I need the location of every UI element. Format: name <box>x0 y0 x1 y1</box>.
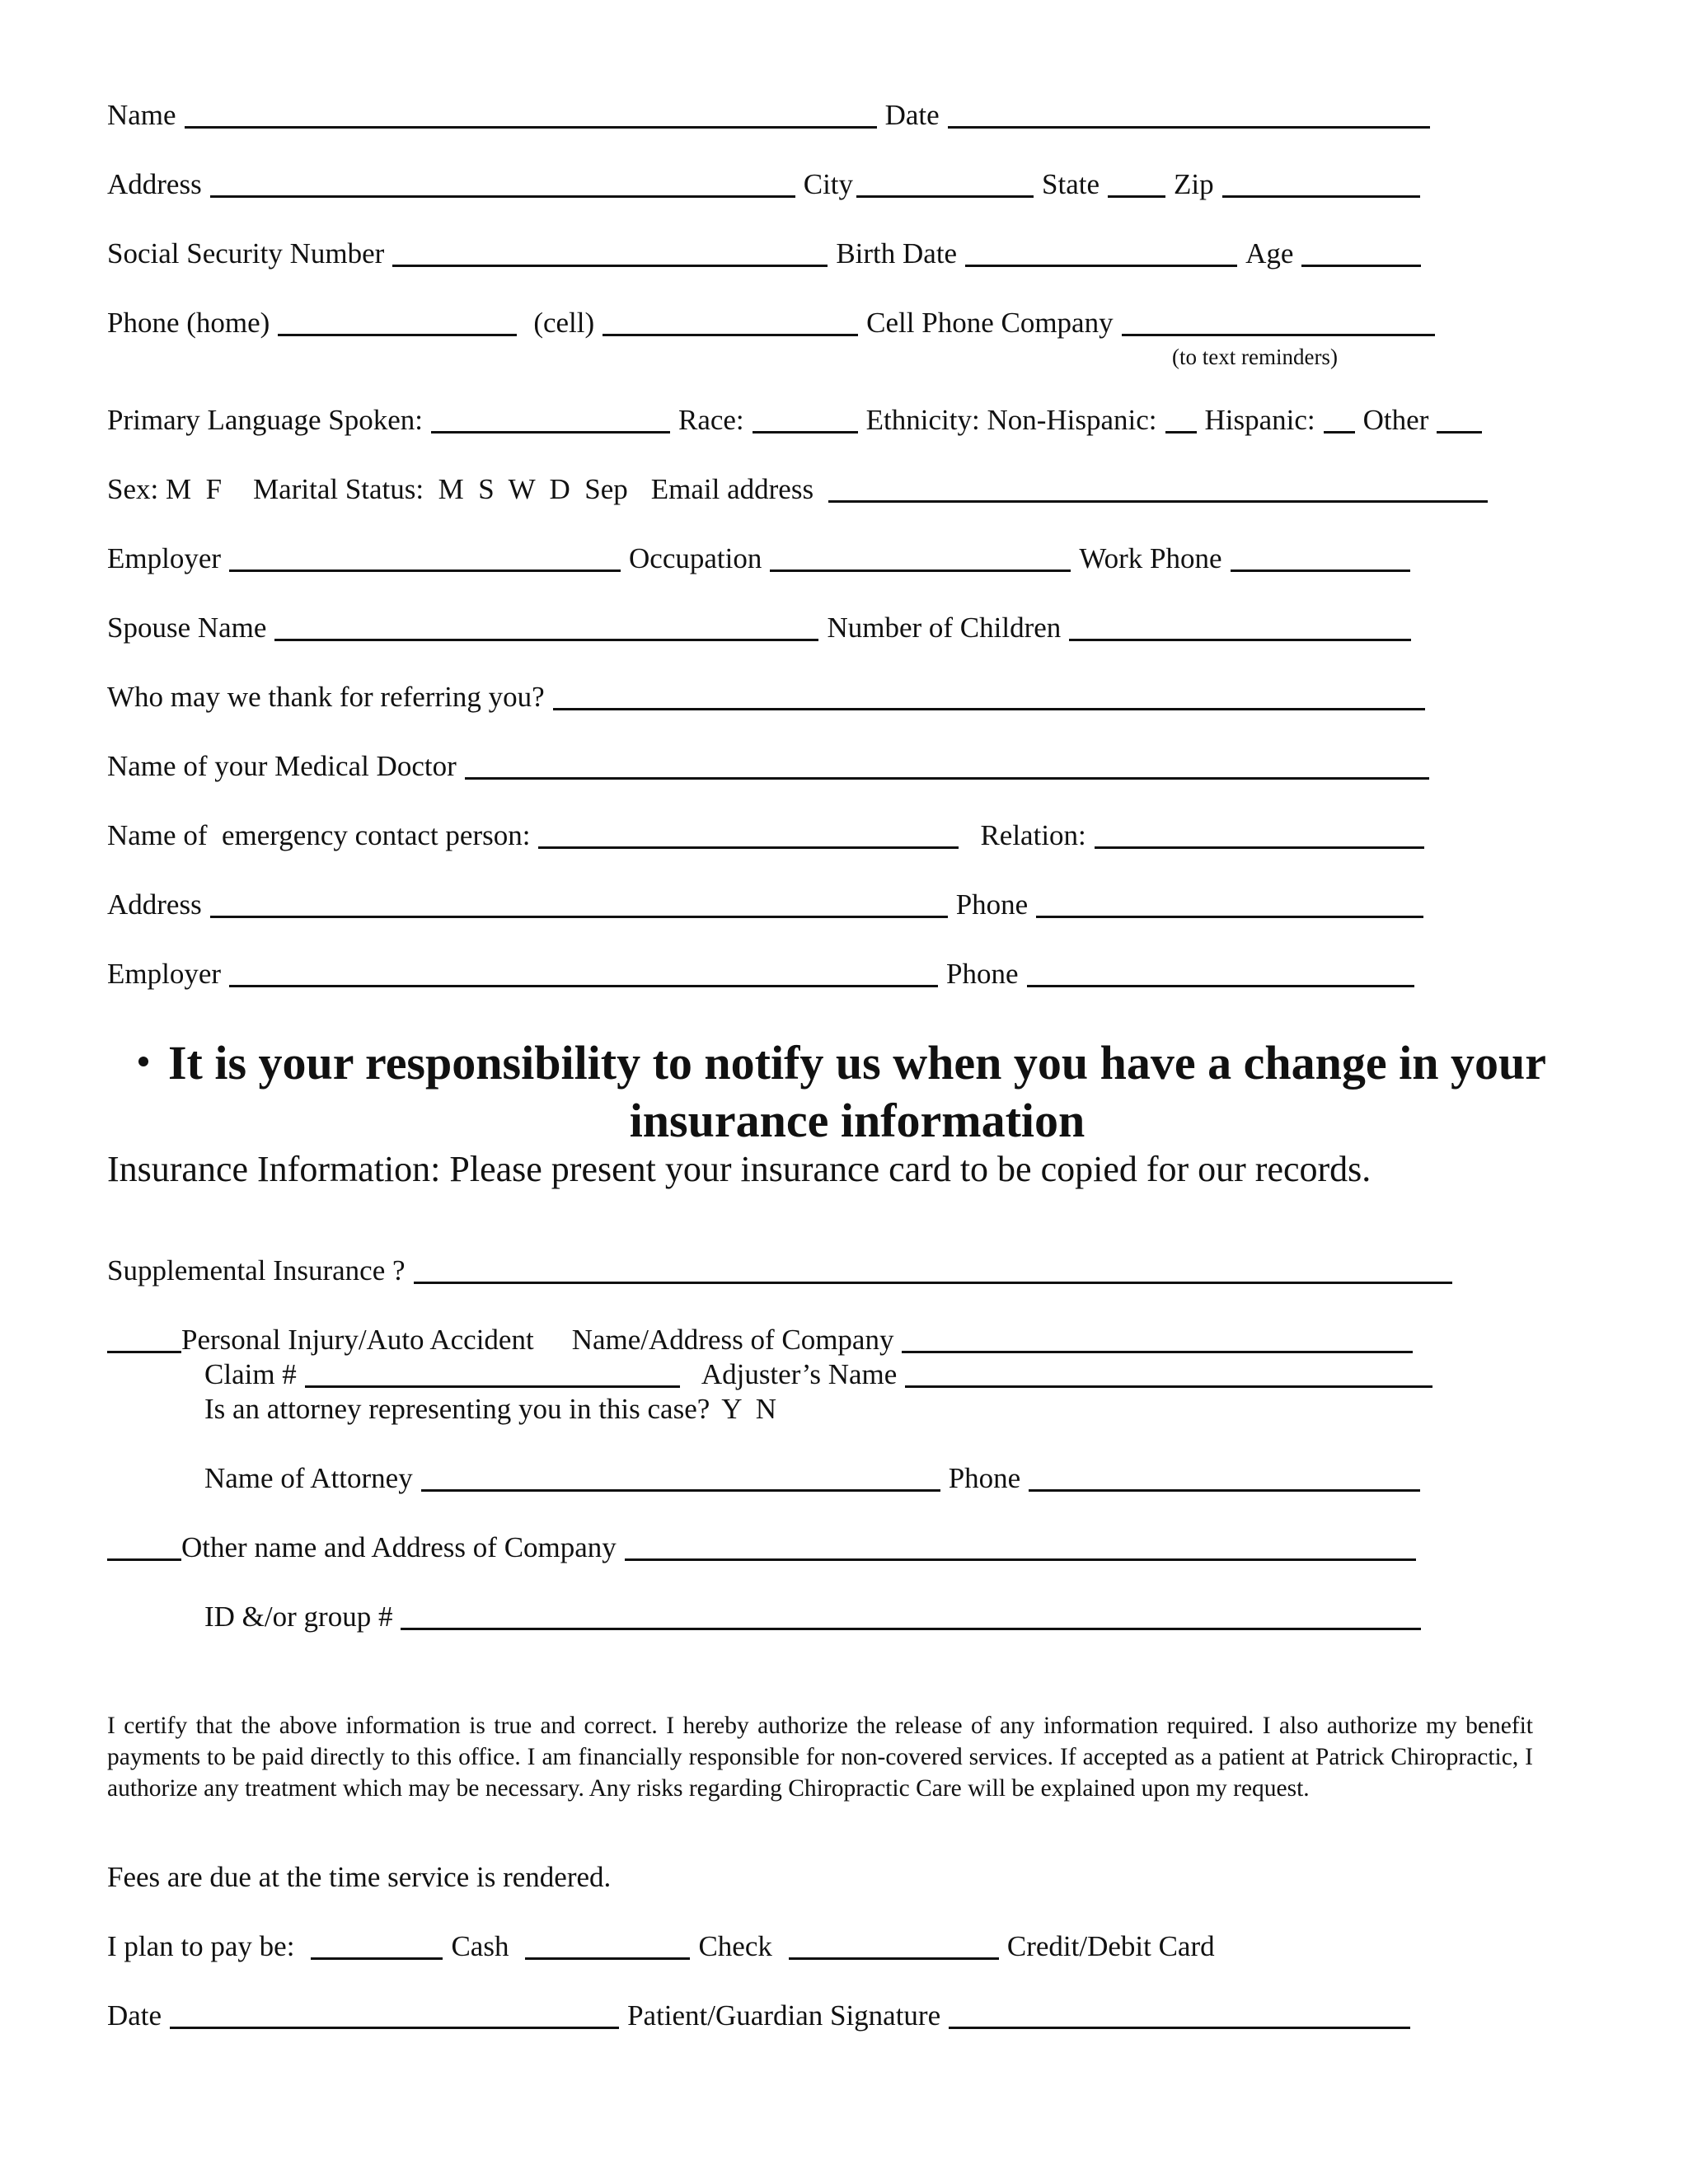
supplemental-field[interactable] <box>414 1254 1452 1284</box>
row-claim <box>204 1357 1688 1393</box>
row-other-company <box>107 1530 1591 1566</box>
attorney-phone-label: Phone <box>948 1462 1021 1494</box>
group-field[interactable] <box>401 1600 1421 1630</box>
work-phone-field[interactable] <box>1231 541 1410 572</box>
cell-company-label: Cell Phone Company <box>866 307 1114 339</box>
other-company-field[interactable] <box>625 1530 1416 1561</box>
check-field[interactable] <box>525 1929 690 1960</box>
attorney-yn[interactable]: Y N <box>721 1393 777 1425</box>
referral-field[interactable] <box>553 680 1425 710</box>
row-supplemental <box>107 1253 1591 1289</box>
claim-field[interactable] <box>305 1357 680 1388</box>
check-label: Check <box>698 1930 772 1962</box>
row-sex-marital <box>107 471 1591 508</box>
certification-text: I certify that the above information is true and correct. I hereby authorize the release of any information required. I also authorize my benefit payments to be paid directly to this office. I am financially responsible for non-covered services. If accepted as a patient at Patrick Chiropractic, I authorize any treatment which may be necessary. Any risks regarding Chiropractic Care will be explained upon my request. <box>107 1713 1533 1802</box>
referral-label: Who may we thank for referring you? <box>107 681 545 713</box>
row-attorney-name <box>204 1460 1688 1497</box>
em-phone-field[interactable] <box>1036 888 1423 918</box>
other-field[interactable] <box>1437 403 1482 434</box>
birth-date-label: Birth Date <box>836 237 958 269</box>
em-phone-label: Phone <box>955 888 1029 921</box>
row-emergency-address <box>107 887 1591 923</box>
row-spouse <box>107 610 1591 646</box>
other-check-field[interactable] <box>107 1530 181 1561</box>
pi-label: Personal Injury/Auto Accident <box>181 1324 534 1356</box>
emergency-label: Name of emergency contact person: <box>107 819 531 851</box>
row-employer <box>107 541 1591 577</box>
card-label: Credit/Debit Card <box>1006 1930 1215 1962</box>
hispanic-field[interactable] <box>1324 403 1355 434</box>
company-field[interactable] <box>902 1323 1413 1353</box>
other-label: Other <box>1362 404 1429 436</box>
row-emergency <box>107 818 1591 854</box>
language-label: Primary Language Spoken: <box>107 404 423 436</box>
signature-label: Patient/Guardian Signature <box>627 1999 941 2032</box>
address-label: Address <box>107 168 202 200</box>
em-employer-field[interactable] <box>229 957 938 987</box>
row-name-date <box>107 97 1591 134</box>
adjuster-label: Adjuster’s Name <box>701 1358 898 1390</box>
em-employer-label: Employer <box>107 958 222 990</box>
name-label: Name <box>107 99 176 131</box>
ssn-label: Social Security Number <box>107 237 385 269</box>
state-field[interactable] <box>1108 167 1165 198</box>
card-field[interactable] <box>789 1929 999 1960</box>
zip-field[interactable] <box>1222 167 1420 198</box>
relation-label: Relation: <box>980 819 1086 851</box>
date-label: Date <box>884 99 940 131</box>
cell-label: (cell) <box>533 307 595 339</box>
attorney-question: Is an attorney representing you in this case? <box>204 1393 710 1425</box>
row-attorney-question <box>204 1391 1688 1427</box>
race-field[interactable] <box>753 403 858 434</box>
row-address <box>107 166 1591 203</box>
doctor-field[interactable] <box>465 749 1429 780</box>
work-phone-label: Work Phone <box>1079 542 1222 574</box>
row-doctor <box>107 748 1591 785</box>
spouse-field[interactable] <box>274 611 818 641</box>
employer-field[interactable] <box>229 541 621 572</box>
em-address-field[interactable] <box>210 888 948 918</box>
fees-text: Fees are due at the time service is rendered. <box>107 1861 612 1893</box>
row-language <box>107 402 1591 438</box>
ssn-field[interactable] <box>392 237 828 267</box>
employer-label: Employer <box>107 542 222 574</box>
cell-company-note: (to text reminders) <box>1172 344 1338 369</box>
adjuster-field[interactable] <box>905 1357 1432 1388</box>
cash-field[interactable] <box>311 1929 443 1960</box>
attorney-name-label: Name of Attorney <box>204 1462 413 1494</box>
pi-check-field[interactable] <box>107 1323 181 1353</box>
row-payment <box>107 1929 1591 1965</box>
doctor-label: Name of your Medical Doctor <box>107 750 457 782</box>
group-label: ID &/or group # <box>204 1601 393 1633</box>
age-label: Age <box>1245 237 1294 269</box>
email-label: Email address <box>650 473 814 505</box>
insurance-info-line: Insurance Information: Please present your insurance card to be copied for our records. <box>107 1149 1372 1189</box>
row-personal-injury <box>107 1322 1591 1358</box>
race-label: Race: <box>678 404 744 436</box>
ethnicity-label: Ethnicity: Non-Hispanic: <box>865 404 1157 436</box>
company-label: Name/Address of Company <box>571 1324 894 1356</box>
other-company-label: Other name and Address of Company <box>181 1531 617 1563</box>
em-employer-phone-label: Phone <box>946 958 1019 990</box>
state-label: State <box>1042 168 1100 200</box>
row-group <box>204 1599 1688 1635</box>
sex-label[interactable]: Sex: M F <box>107 473 223 505</box>
pay-label: I plan to pay be: <box>107 1930 295 1962</box>
emergency-field[interactable] <box>538 818 959 849</box>
em-address-label: Address <box>107 888 202 921</box>
attorney-name-field[interactable] <box>421 1461 940 1492</box>
email-field[interactable] <box>828 472 1488 503</box>
sign-date-field[interactable] <box>170 1999 619 2029</box>
row-fees <box>107 1859 1591 1896</box>
cell-field[interactable] <box>603 306 858 336</box>
attorney-phone-field[interactable] <box>1029 1461 1420 1492</box>
cell-company-field[interactable] <box>1122 306 1435 336</box>
cash-label: Cash <box>451 1930 509 1962</box>
row-signature <box>107 1998 1591 2034</box>
row-emergency-employer <box>107 956 1591 992</box>
bullet-icon <box>138 1057 148 1066</box>
non-hispanic-field[interactable] <box>1165 403 1197 434</box>
signature-field[interactable] <box>949 1999 1410 2029</box>
phone-home-field[interactable] <box>278 306 517 336</box>
sign-date-label: Date <box>107 1999 162 2032</box>
supplemental-label: Supplemental Insurance ? <box>107 1254 406 1286</box>
city-field[interactable] <box>856 167 1034 198</box>
relation-field[interactable] <box>1095 818 1424 849</box>
occupation-field[interactable] <box>770 541 1071 572</box>
date-field[interactable] <box>948 98 1430 129</box>
language-field[interactable] <box>431 403 670 434</box>
address-field[interactable] <box>210 167 795 198</box>
zip-label: Zip <box>1174 168 1214 200</box>
city-label: City <box>803 168 854 200</box>
name-field[interactable] <box>185 98 877 129</box>
occupation-label: Occupation <box>629 542 762 574</box>
age-field[interactable] <box>1301 237 1421 267</box>
marital-label[interactable]: Marital Status: M S W D Sep <box>253 473 628 505</box>
insurance-notice-headline: It is your responsibility to notify us when you have a change in your insurance information <box>167 1036 1547 1147</box>
birth-date-field[interactable] <box>965 237 1237 267</box>
row-ssn <box>107 236 1591 272</box>
claim-label: Claim # <box>204 1358 297 1390</box>
row-referral <box>107 679 1591 715</box>
children-label: Number of Children <box>827 612 1062 644</box>
row-phone <box>107 305 1591 341</box>
em-employer-phone-field[interactable] <box>1027 957 1414 987</box>
phone-home-label: Phone (home) <box>107 307 270 339</box>
hispanic-label: Hispanic: <box>1204 404 1315 436</box>
children-field[interactable] <box>1069 611 1411 641</box>
spouse-label: Spouse Name <box>107 612 267 644</box>
